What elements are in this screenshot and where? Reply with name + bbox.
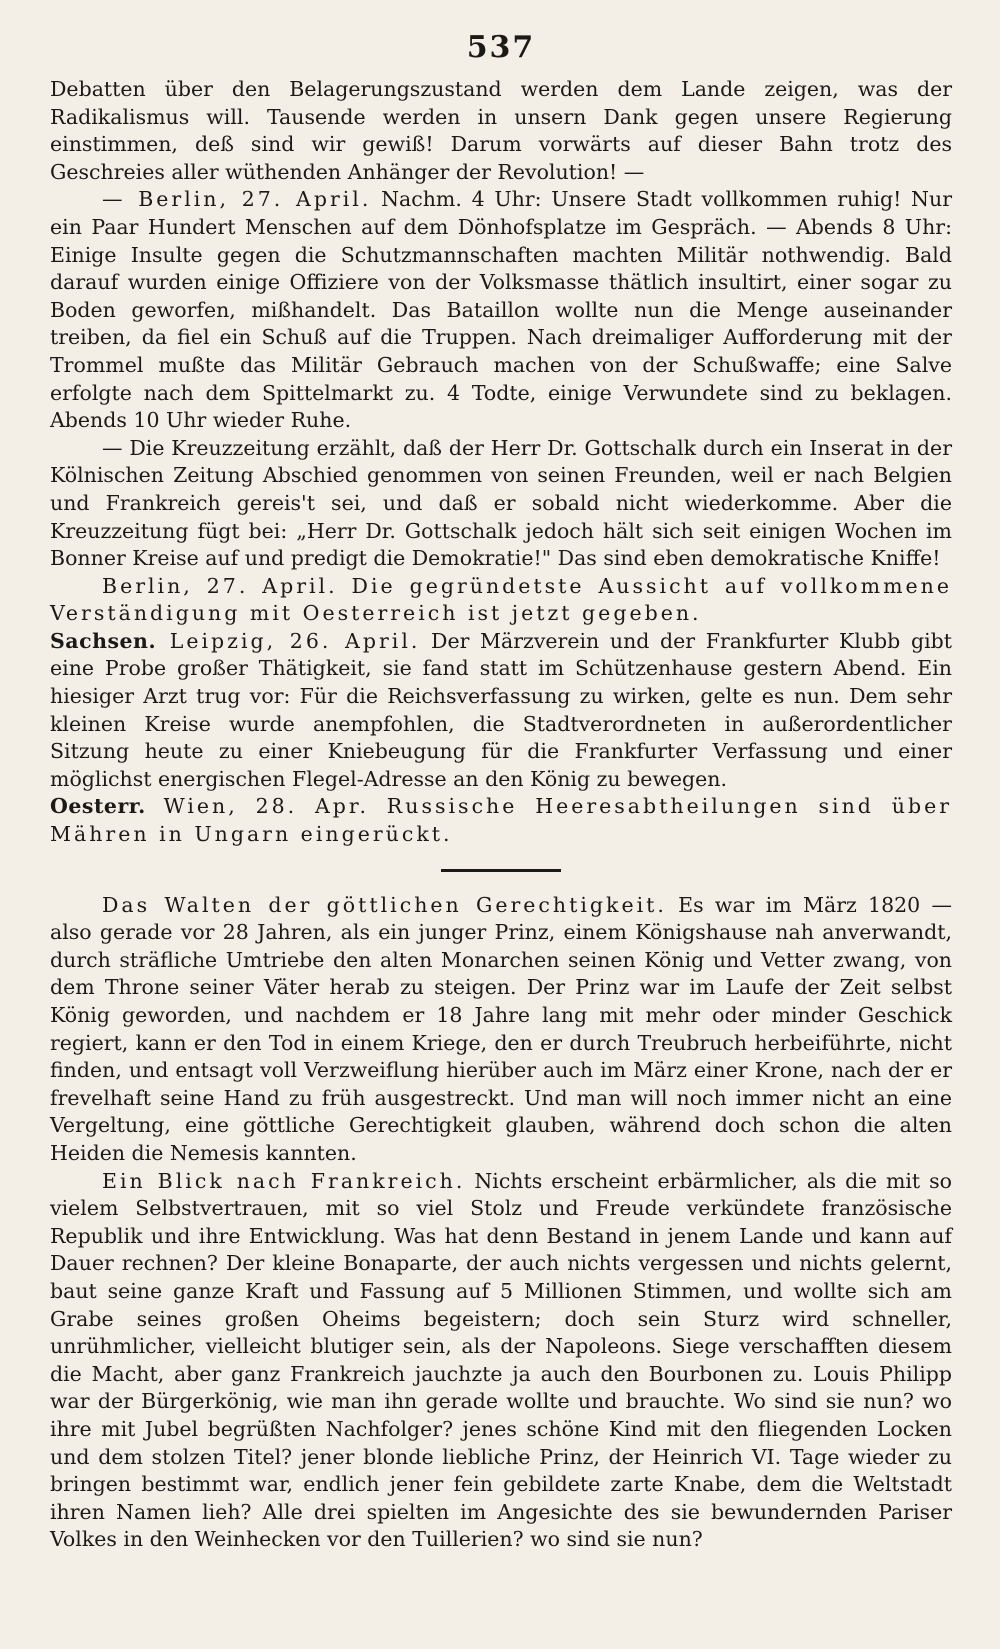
paragraph-berlin-report: [50, 186, 952, 434]
dateline-leipzig: Leipzig, 26. April.: [156, 628, 421, 653]
paragraph-text: — Die Kreuzzeitung erzählt, daß der Herr Dr. Gottschalk durch ein Inserat in der Kölnischen Zeitung Abschied genommen von seinen Freunden, weil er nach Belgien und Frankreich gereis't sei, und daß er sobald nicht wiederkomme. Aber die Kreuzzeitung fügt bei: „Herr Dr. Gottschalk jedoch hält sich seit einigen Wochen im Bonner Kreise auf und predigt die Demokratie!" Das sind eben demokratische Kniffe!: [50, 435, 952, 571]
paragraph-text: Debatten über den Belagerungszustand werden dem Lande zeigen, was der Radikalismus will. Tausende werden in unsern Dank gegen unsere Regierung einstimmen, deß sind wir gewiß! Darum vorwärts auf dieser Bahn trotz des Geschreies aller wüthenden Anhänger der Revolution! —: [50, 77, 952, 184]
article-title-frankreich: Ein Blick nach Frankreich.: [102, 1168, 466, 1193]
paragraph-gerechtigkeit: [50, 892, 952, 1168]
section-heading-oesterreich: Oesterr.: [50, 794, 146, 819]
dateline-berlin: — Berlin, 27. April.: [102, 187, 372, 212]
dateline-berlin: Berlin, 27. April.: [102, 573, 338, 598]
paragraph-berlin-oesterreich: [50, 573, 952, 628]
paragraph-kreuzzeitung: [50, 435, 952, 573]
article-title-gerechtigkeit: Das Walten der göttlichen Gerechtigkeit.: [102, 892, 667, 917]
paragraph-text: Die gegründetste Aussicht auf vollkommene Verständigung mit Oesterreich ist jetzt gegeben.: [50, 573, 952, 626]
paragraph-frankreich: [50, 1168, 952, 1554]
section-heading-sachsen: Sachsen.: [50, 628, 157, 653]
paragraph-text: Nachm. 4 Uhr: Unsere Stadt vollkommen ruhig! Nur ein Paar Hundert Menschen auf dem Dönhofsplatze im Gespräch. — Abends 8 Uhr: Einige Insulte gegen die Schutzmannschaften machten Militär nothwendig. Bald darauf wurden einige Offiziere von der Volksmasse thätlich insultirt, einer sogar zu Boden geworfen, mißhandelt. Das Bataillon wollte nun die Menge auseinander treiben, da fiel ein Schuß auf die Truppen. Nach dreimaliger Aufforderung mit der Trommel mußte das Militär Gebrauch machen von der Schußwaffe; eine Salve erfolgte nach dem Spittelmarkt zu. 4 Todte, einige Verwundete sind zu beklagen. Abends 10 Uhr wieder Ruhe.: [50, 187, 952, 433]
paragraph-text: Der Märzverein und der Frankfurter Klubb gibt eine Probe großer Thätigkeit, sie fand statt im Schützenhause gestern Abend. Ein hiesiger Arzt trug vor: Für die Reichsverfassung zu wirken, gelte es nun. Dem sehr kleinen Kreise wurde anempfohlen, die Stadtverordneten in außerordentlicher Sitzung heute zu einer Kniebeugung für die Frankfurter Verfassung und einer möglichst energischen Flegel-Adresse an den König zu bewegen.: [50, 628, 952, 791]
paragraph-text: Wien, 28. Apr. Russische Heeresabtheilungen sind über Mähren in Ungarn eingerückt.: [50, 794, 952, 847]
paragraph-text: Es war im März 1820 — also gerade vor 28 Jahren, als ein junger Prinz, einem Königshause nah anverwandt, durch sträfliche Umtriebe den alten Monarchen seinen König und Vetter zwang, von dem Throne seiner Väter herab zu steigen. Der Prinz war im Laufe der Zeit selbst König geworden, und nachdem er 18 Jahre lang mit mehr oder minder Geschick regiert, kann er den Tod in einem Kriege, den er durch Treubruch herbeiführte, nicht finden, und entsagt voll Verzweiflung hierüber auch im März einer Krone, nach der er frevelhaft seine Hand zu früh ausgestreckt. Und man will noch immer nicht an eine Vergeltung, eine göttliche Gerechtigkeit glauben, während doch schon die alten Heiden die Nemesis kannten.: [50, 892, 952, 1165]
section-divider: [441, 869, 561, 872]
paragraph-text: Nichts erscheint erbärmlicher, als die mit so vielem Selbstvertrauen, mit so viel Stolz und Freude verkündete französische Republik und ihre Entwicklung. Was hat denn Bestand in jenem Lande und kann auf Dauer rechnen? Der kleine Bonaparte, der auch nichts vergessen und nichts gelernt, baut seine ganze Kraft und Fassung auf 5 Millionen Stimmen, und wollte sich am Grabe seines großen Oheims begeistern; doch sein Sturz wird schneller, unrühmlicher, vielleicht blutiger sein, als der Napoleons. Siege verschafften diesem die Macht, aber ganz Frankreich jauchzte ja auch den Bourbonen zu. Louis Philipp war der Bürgerkönig, wie man ihn gerade wollte und brauchte. Wo sind sie nun? wo ihre mit Jubel begrüßten Nachfolger? jenes schöne Kind mit den fliegenden Locken und dem stolzen Titel? jener blonde liebliche Prinz, der Heinrich VI. Tage wieder zu bringen bestimmt war, endlich jener fein gebildete zarte Knabe, dem die Weltstadt ihren Namen lieh? Alle drei spielten im Angesichte des sie bewundernden Pariser Volkes in den Weinhecken vor den Tuillerien? wo sind sie nun?: [50, 1168, 952, 1552]
paragraph-radikalismus: [50, 76, 952, 186]
page-number: 537: [466, 30, 536, 65]
paragraph-oesterreich: [50, 793, 952, 848]
paragraph-sachsen: [50, 628, 952, 794]
